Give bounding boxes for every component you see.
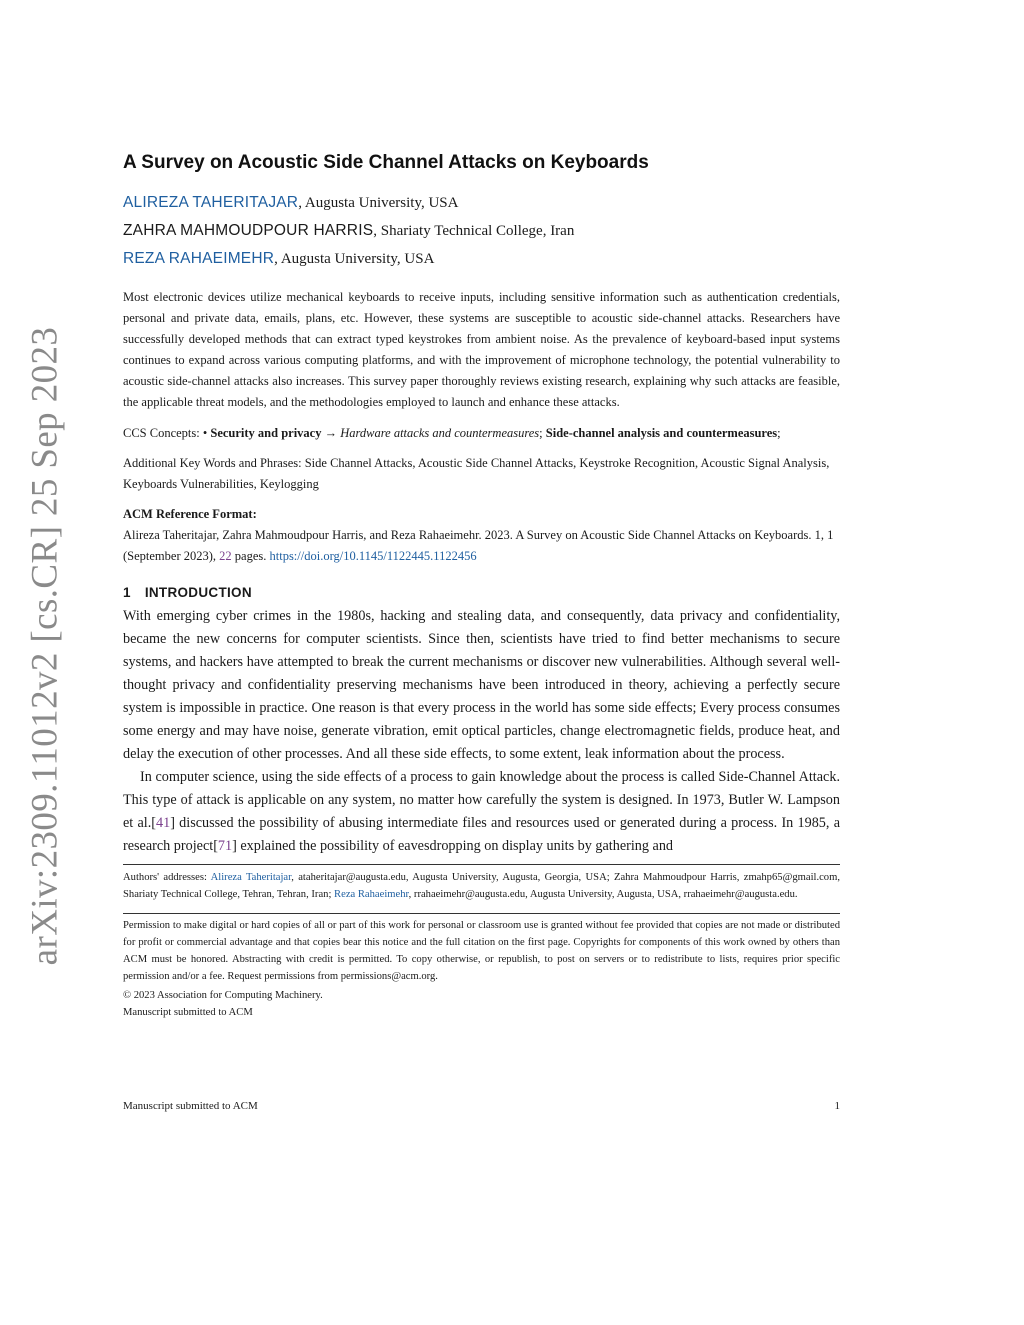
author-affiliation: , Augusta University, USA <box>274 251 435 267</box>
addresses-text: , ataheritajar@augusta.edu, Augusta University, Augusta, Georgia, USA; Zahra Mahmoudpour Harris, zmahp65@gmail.com, Shariaty Technical College, Tehran, Tehran, Iran; <box>123 872 840 900</box>
copyright-line: © 2023 Association for Computing Machinery. <box>123 990 323 1001</box>
addresses-prefix: Authors' addresses: <box>123 872 211 883</box>
doi-link[interactable]: https://doi.org/10.1145/1122445.1122456 <box>269 549 477 563</box>
ccs-end: ; <box>777 426 781 440</box>
permission-divider <box>123 913 840 914</box>
author-name: ZAHRA MAHMOUDPOUR HARRIS <box>123 222 374 239</box>
citation-link[interactable]: 41 <box>156 815 171 831</box>
abstract: Most electronic devices utilize mechanical keyboards to receive inputs, including sensitive information such as authentication credentials, personal and private data, emails, plans, etc. However, these systems are susceptible to acoustic side-channel attacks. Researchers have successfully developed methods that can extract typed keystrokes from ambient noise. As the prevalence of keyboard-based input systems continues to expand across various computing platforms, and with the improvement of microphone technology, the potential vulnerability to acoustic side-channel attacks also increases. This survey paper thoroughly reviews existing research, explaining why such attacks are feasible, the applicable threat models, and the methodologies employed to launch and enhance these attacks. <box>123 290 840 409</box>
author-entry <box>123 217 840 245</box>
section-heading-introduction <box>123 585 840 600</box>
keywords: Additional Key Words and Phrases: Side Channel Attacks, Acoustic Side Channel Attacks, Keystroke Recognition, Acoustic Signal Analysis, Keyboards Vulnerabilities, Keylogging <box>123 456 830 491</box>
author-name-link[interactable]: REZA RAHAEIMEHR <box>123 250 275 267</box>
paper-title: A Survey on Acoustic Side Channel Attacks on Keyboards <box>123 152 649 173</box>
body-paragraph: With emerging cyber crimes in the 1980s, hacking and stealing data, and consequently, data privacy and confidentiality, became the new concerns for computer scientists. Since then, scientists have tried to find better mechanisms to secure systems, and hackers have attempted to break the current mechanisms or discover new vulnerabilities. Although several well-thought privacy and confidentiality preserving mechanisms have been introduced in theory, achieving a perfectly secure system is impossible in practice. One reason is that every process in the world has some side effects; Every process consumes some energy and may have noise, generate vibration, emit optical particles, change electromagnetic fields, produce heat, and delay the execution of other processes. And all these side effects, to some extent, leak information about the process. <box>123 608 840 762</box>
page-number: 1 <box>834 1100 840 1112</box>
citation-link[interactable]: 71 <box>217 838 233 854</box>
ccs-concepts <box>123 423 840 444</box>
paragraph-text: ] explained the possibility of eavesdropping on display units by gathering and <box>232 838 674 854</box>
footer-left-text: Manuscript submitted to ACM <box>123 1100 258 1112</box>
ccs-separator: ; <box>539 426 546 440</box>
author-address-link[interactable]: Reza Rahaeimehr <box>334 889 409 900</box>
author-addresses <box>123 869 840 903</box>
acm-reference-heading: ACM Reference Format: <box>123 507 257 521</box>
ccs-concept-primary: Security and privacy <box>210 426 322 440</box>
body-paragraph <box>123 766 840 858</box>
author-list <box>123 189 840 273</box>
author-address-link[interactable]: Alireza Taheritajar <box>210 872 292 883</box>
author-name-link[interactable]: ALIREZA TAHERITAJAR <box>123 194 299 211</box>
acm-ref-citation: Alireza Taheritajar, Zahra Mahmoudpour Harris, and Reza Rahaeimehr. 2023. A Survey on Acoustic Side Channel Attacks on Keyboards. 1, 1 (September 2023), <box>123 528 834 563</box>
paper-first-page <box>123 152 840 1021</box>
author-affiliation: , Augusta University, USA <box>298 195 459 211</box>
manuscript-note: Manuscript submitted to ACM <box>123 1007 253 1018</box>
paragraph-text: In computer science, using the side effects of a process to gain knowledge about the process is called Side-Channel Attack. This type of attack is applicable on any system, no matter how carefully the system is designed. In 1973, Butler W. Lampson et al.[ <box>123 769 840 831</box>
addresses-text: , rrahaeimehr@augusta.edu, Augusta University, Augusta, USA, rrahaeimehr@augusta.edu. <box>408 889 798 900</box>
section-title: INTRODUCTION <box>144 585 252 600</box>
acm-reference-text <box>123 525 840 567</box>
author-entry <box>123 245 840 273</box>
permission-notice: Permission to make digital or hard copies of all or part of this work for personal or classroom use is granted without fee provided that copies are not made or distributed for profit or commercial advantage and that copies bear this notice and the full citation on the first page. Copyrights for components of this work owned by others than ACM must be honored. Abstracting with credit is permitted. To copy otherwise, or republish, to post on servers or to redistribute to lists, requires prior specific permission and/or a fee. Request permissions from permissions@acm.org. <box>123 920 840 982</box>
author-affiliation: , Shariaty Technical College, Iran <box>373 223 575 239</box>
ccs-concept-sub: Hardware attacks and countermeasures <box>340 426 540 440</box>
acm-ref-pages-label: pages. <box>231 549 270 563</box>
author-entry <box>123 189 840 217</box>
page-count-link[interactable]: 22 <box>219 549 232 563</box>
page-footer <box>123 1100 840 1112</box>
ccs-concept-secondary: Side-channel analysis and countermeasures <box>545 426 778 440</box>
paragraph-text: ] discussed the possibility of abusing intermediate files and resources used or generated during a process. In 1985, a research project[ <box>123 815 840 854</box>
arxiv-identifier-stamp: arXiv:2309.11012v2 [cs.CR] 25 Sep 2023 <box>24 326 66 966</box>
ccs-arrow: → <box>321 426 341 440</box>
section-number: 1 <box>123 585 131 600</box>
footnote-divider <box>123 864 840 865</box>
ccs-label: CCS Concepts: • <box>123 426 211 440</box>
